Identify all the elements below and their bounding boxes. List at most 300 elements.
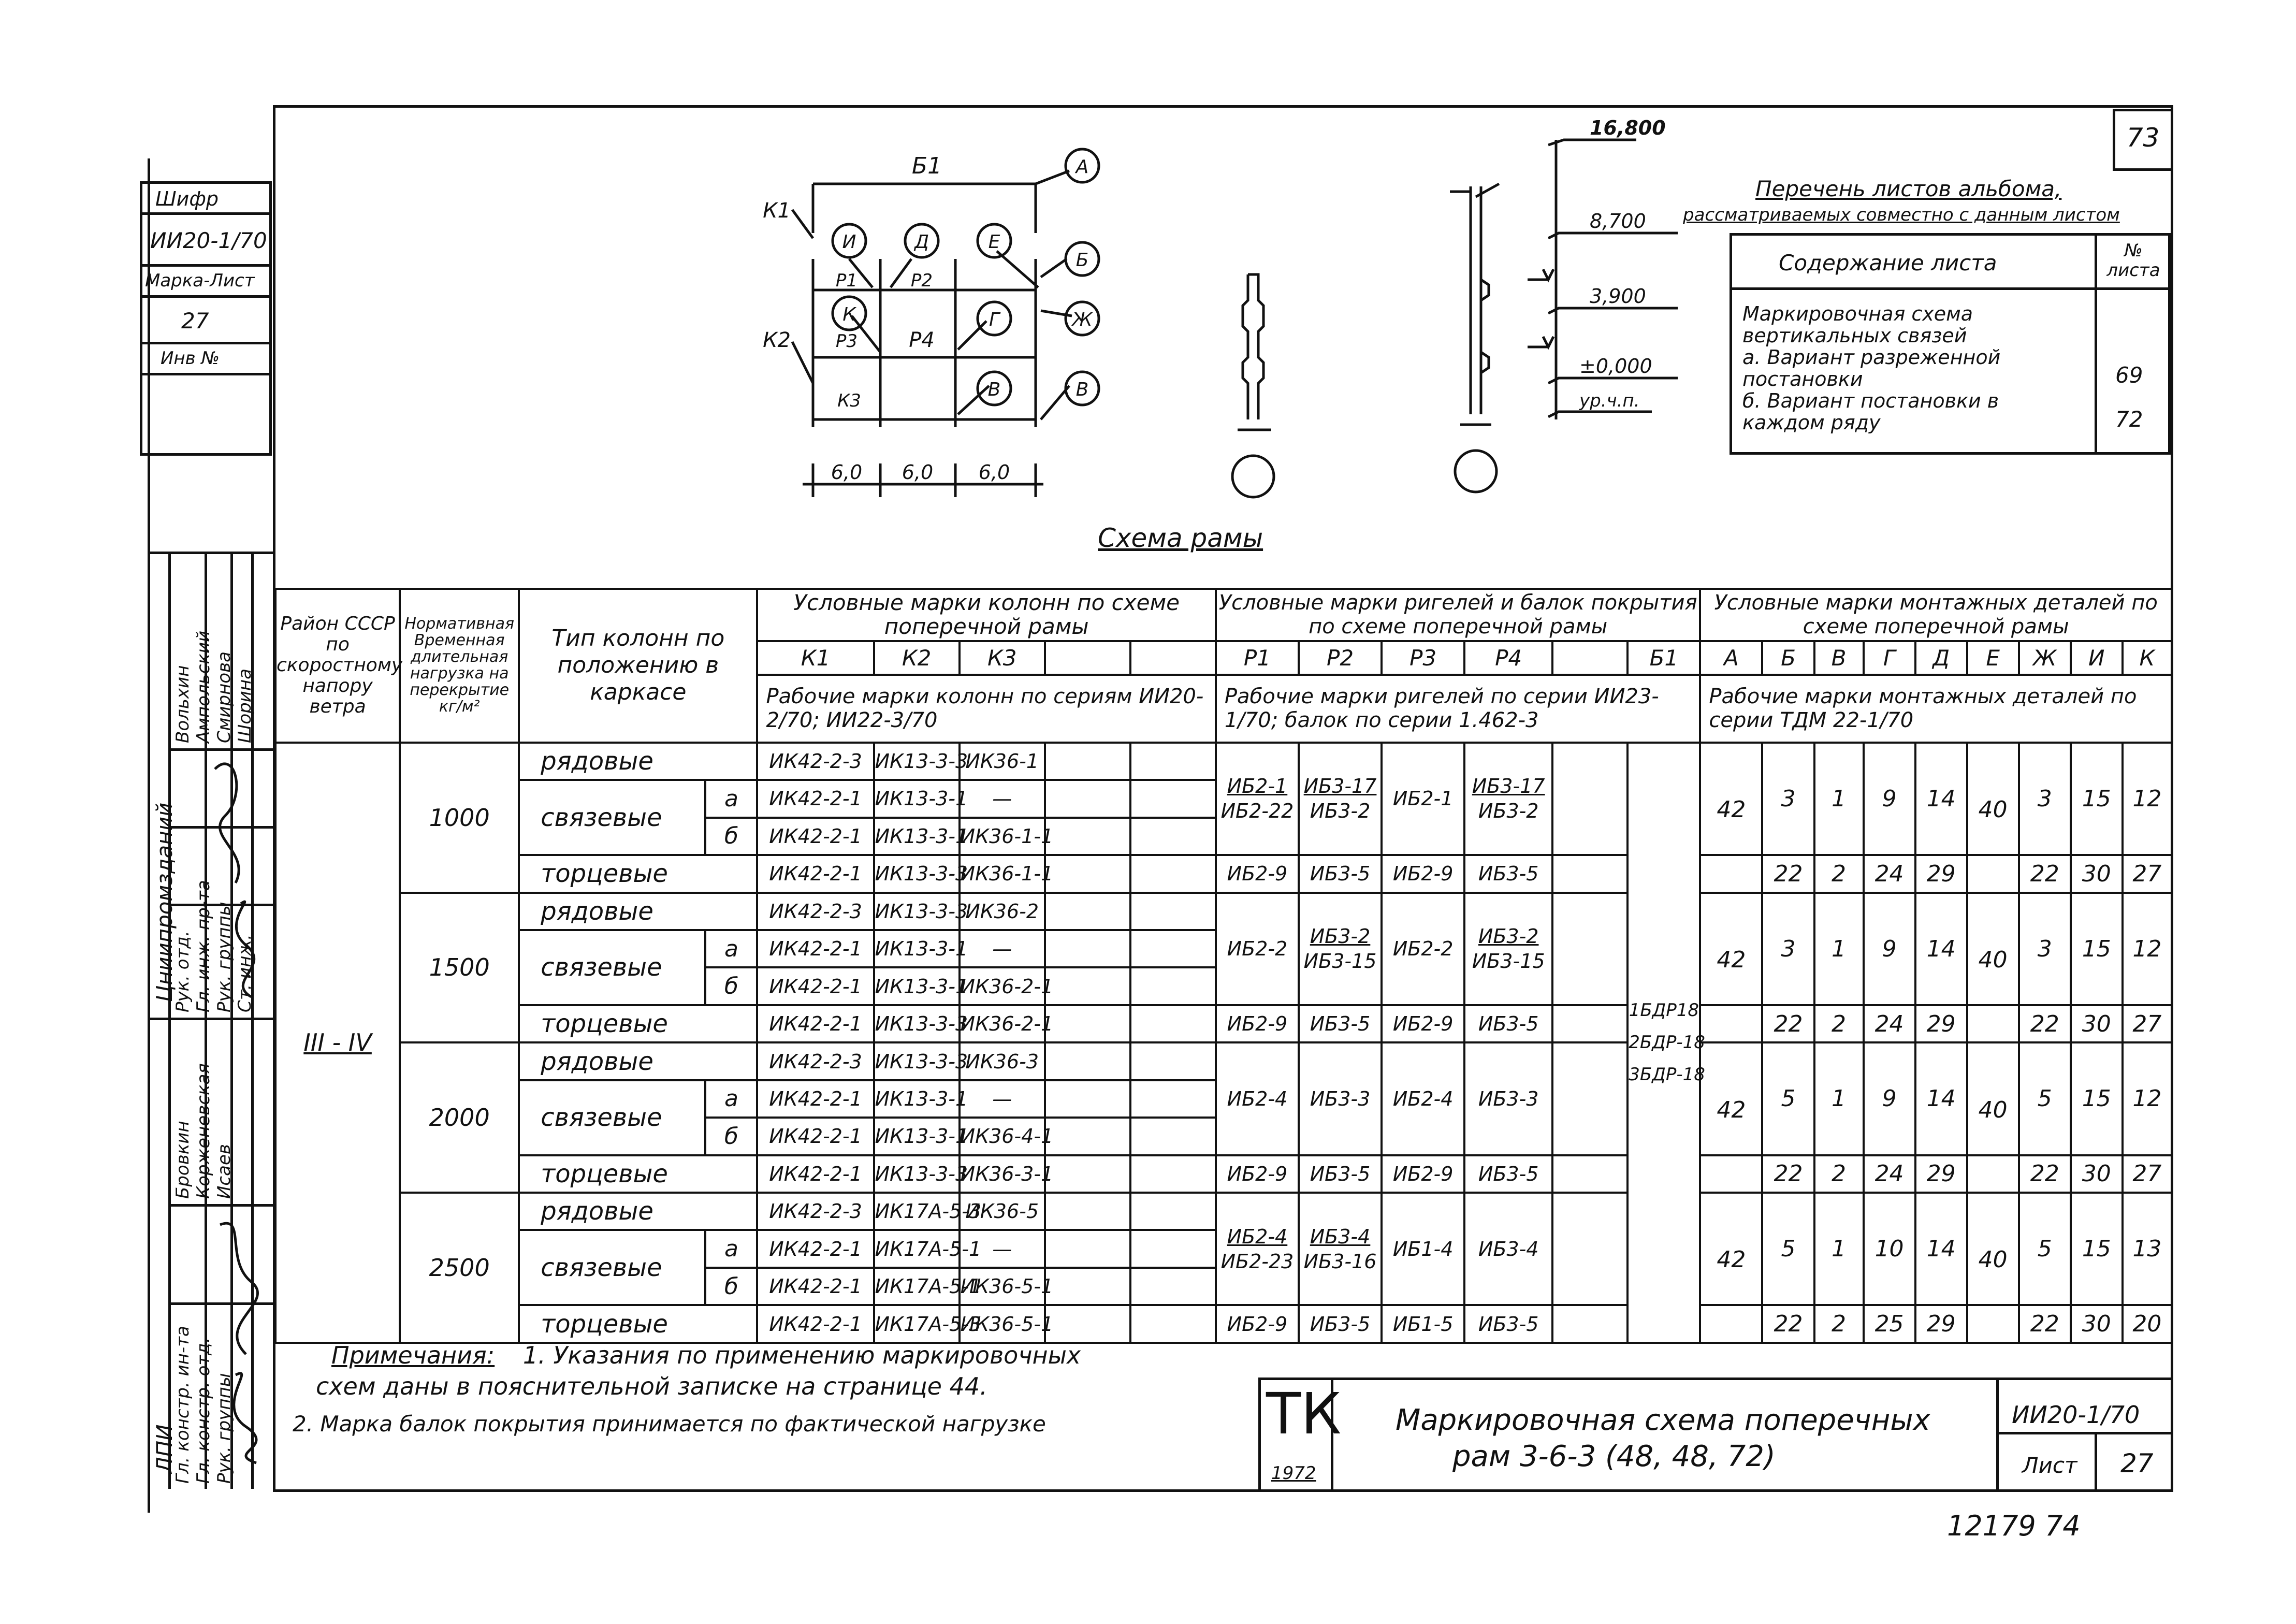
bottom-note: 12179 74 [1947,1510,2081,1542]
girder-mark: ИБ3-5 [1299,855,1382,892]
girder-mark: ИБ2-9 [1216,1155,1299,1193]
table-cell [1552,1193,1627,1305]
notes-label: Примечания: [331,1341,495,1369]
column-mark: ИК42-2-1 [757,780,874,817]
girder-mark-line: ИБ2-2 [1392,937,1454,961]
load-value: 1000 [400,743,519,893]
girder-mark-line: ИБ3-15 [1303,950,1377,973]
title-line-2: рам 3-6-3 (48, 48, 72) [1452,1440,1776,1473]
logo-year: 1972 [1271,1463,1316,1484]
table-cell [1045,1230,1130,1267]
elevation-marks [1548,117,1693,445]
header-girder-col: Р1 [1216,641,1299,675]
sheet-number-top: 73 [2126,123,2160,153]
header-empty [1045,641,1130,675]
detail-mark: 1 [1814,743,1864,855]
role-3: Рук. группы [214,902,235,1012]
detail-mark [1967,855,2019,892]
girder-mark [1464,743,1552,855]
detail-mark: 40 [1967,893,2019,1005]
detail-mark: 15 [2071,893,2123,1005]
album-row-1: Маркировочная схема вертикальных связей [1742,302,1973,347]
album-col-sheet: № листа [2106,240,2160,281]
header-columns-series: Рабочие марки колонн по сериям ИИ20-2/70; ИИ22-3/70 [757,675,1215,743]
girder-mark-line: ИБ3-16 [1303,1250,1377,1273]
scheme-title: Схема рамы [1098,523,1263,553]
detail-mark: 12 [2123,743,2172,855]
girder-mark-line: ИБ2-4 [1392,1087,1454,1110]
detail-mark: 22 [1762,1155,1814,1193]
type-tie: связевые [519,1230,705,1305]
girder-mark: ИБ1-5 [1382,1305,1464,1343]
girder-mark [1299,1193,1382,1305]
girder-mark [1216,893,1299,1005]
column-mark: ИК36-3-1 [960,1155,1045,1193]
table-cell [1130,1305,1216,1343]
table-row [275,589,2172,641]
girder-mark-line: ИБ2-2 [1227,937,1288,961]
table-cell [1552,1305,1627,1343]
table-cell [1045,780,1130,817]
girder-mark-line: ИБ3-17 [1303,775,1377,798]
type-row: рядовые [519,743,757,780]
detail-mark: 12 [2123,893,2172,1005]
elev-3900: 3,900 [1590,285,1646,308]
name-3: Смирнова [214,651,235,743]
load-value: 2000 [400,1042,519,1193]
detail-mark [1700,1155,1762,1193]
detail-mark: 5 [1762,1042,1814,1155]
detail-mark: 22 [1762,1305,1814,1343]
album-row-3: б. Вариант постановки в каждом ряду [1742,389,1999,434]
mark-sheet-value: 27 [181,308,209,334]
album-row-2-sheet: 69 [2115,363,2143,388]
column-profile-2 [1440,124,1543,508]
sheet-label: Лист [2022,1453,2077,1478]
column-mark: ИК36-5-1 [960,1268,1045,1305]
elev-8700: 8,700 [1590,210,1646,233]
header-k2: К2 [874,641,960,675]
table-cell [1552,855,1627,892]
header-girders-group: Условные марки ригелей и балок покрытия по схеме поперечной рамы [1216,589,1700,641]
table-cell [1130,1118,1216,1155]
girder-mark-line: ИБ3-3 [1478,1087,1539,1110]
subtype-b: б [705,818,757,855]
girder-mark [1299,893,1382,1005]
col-k2-label: К2 [763,328,791,352]
column-mark: ИК42-2-1 [757,930,874,967]
column-mark: ИК17А-5-1 [874,1268,960,1305]
detail-mark: 14 [1915,893,1967,1005]
subtype-b: б [705,1268,757,1305]
table-cell [1045,1118,1130,1155]
cipher-label: Шифр [155,187,219,210]
sheet-number: 27 [2120,1448,2154,1478]
girder-mark: ИБ2-9 [1382,1005,1464,1042]
type-end: торцевые [519,855,757,892]
table-cell [1045,1305,1130,1343]
beam-label: Б1 [911,153,942,179]
cipher-value: ИИ20-1/70 [150,228,267,253]
drawing-code: ИИ20-1/70 [2012,1401,2140,1429]
notes [331,1341,1081,1369]
column-mark: ИК36-1-1 [960,855,1045,892]
detail-mark: 42 [1700,743,1762,855]
header-detail-col: Б [1762,641,1814,675]
column-mark: ИК36-1 [960,743,1045,780]
detail-mark: 13 [2123,1193,2172,1305]
detail-mark: 22 [1762,855,1814,892]
table-cell [1045,743,1130,780]
detail-mark: 1 [1814,1042,1864,1155]
subtype-b: б [705,1118,757,1155]
girder-mark [1382,1042,1464,1155]
table-cell [1045,930,1130,967]
detail-mark: 14 [1915,1042,1967,1155]
girder-mark-line: ИБ2-4 [1227,1225,1288,1248]
table-cell [1130,780,1216,817]
girder-mark [1382,893,1464,1005]
header-detail-col: А [1700,641,1762,675]
header-load: Нормативная Временная длительная нагрузка на перекрытие кг/м² [400,589,519,743]
girder-mark [1216,743,1299,855]
table-cell [1552,1042,1627,1155]
type-row: рядовые [519,1042,757,1080]
detail-mark: 15 [2071,1193,2123,1305]
detail-mark: 12 [2123,1042,2172,1155]
column-mark: ИК42-2-1 [757,1305,874,1343]
detail-mark: 29 [1915,855,1967,892]
bubble-v: В [1076,379,1089,400]
detail-mark: 2 [1814,855,1864,892]
region-value: III - IV [275,743,400,1343]
bubble-i: И [842,231,856,253]
table-row [275,1193,2172,1230]
column-mark: ИК13-3-3 [874,1155,960,1193]
subtype-a: а [705,780,757,817]
column-mark: ИК36-1-1 [960,818,1045,855]
elev-floor: ур.ч.п. [1579,390,1640,411]
role-1: Рук. отд. [172,931,193,1012]
header-empty [1130,641,1216,675]
name-1: Вольхин [172,665,193,743]
album-row-2: а. Вариант разреженной постановки [1742,346,2001,390]
detail-mark: 25 [1864,1305,1915,1343]
detail-mark: 3 [2019,893,2071,1005]
col-k3-label: К3 [837,390,861,411]
detail-mark: 29 [1915,1305,1967,1343]
column-mark: ИК13-3-1 [874,930,960,967]
b1-mark: 3БДР-18 [1629,1064,1705,1085]
detail-mark: 22 [2019,1155,2071,1193]
girder-mark: ИБ3-5 [1299,1305,1382,1343]
column-mark: ИК42-2-1 [757,967,874,1005]
column-mark: ИК42-2-1 [757,1080,874,1118]
detail-mark: 9 [1864,893,1915,1005]
column-mark: ИК42-2-1 [757,1230,874,1267]
table-cell [1130,893,1216,930]
column-mark: — [960,1080,1045,1118]
table-cell [1045,1155,1130,1193]
role-6: Гл. констр. отд. [193,1337,214,1484]
type-end: торцевые [519,1155,757,1193]
bubble-d: Д [914,231,929,253]
detail-mark: 2 [1814,1005,1864,1042]
detail-mark [1700,1305,1762,1343]
detail-mark: 5 [2019,1042,2071,1155]
column-mark: ИК36-2-1 [960,967,1045,1005]
table-cell [1045,1193,1130,1230]
detail-mark: 3 [1762,743,1814,855]
girder-mark-line: ИБ3-2 [1310,925,1371,948]
subtype-b: б [705,967,757,1005]
girder-mark: ИБ2-9 [1216,1305,1299,1343]
role-2: Гл. инж. пр-та [193,880,214,1012]
detail-mark: 14 [1915,1193,1967,1305]
table-cell [1130,1193,1216,1230]
marking-table [274,588,2173,1344]
column-mark: ИК42-2-1 [757,818,874,855]
table-cell [1130,1230,1216,1267]
column-mark: ИК17А-5-3 [874,1193,960,1230]
detail-mark: 5 [1762,1193,1814,1305]
type-tie: связевые [519,930,705,1005]
girder-mark: ИБ3-5 [1299,1005,1382,1042]
bay-3: 6,0 [978,461,1010,484]
header-girder-col [1552,641,1627,675]
column-mark: ИК36-4-1 [960,1118,1045,1155]
detail-mark: 3 [2019,743,2071,855]
table-row [275,855,2172,892]
header-detail-col: Д [1915,641,1967,675]
girder-mark: ИБ3-5 [1464,1155,1552,1193]
left-signature-stamp [148,552,273,1489]
table-cell [1552,1155,1627,1193]
column-mark: ИК13-3-3 [874,1042,960,1080]
girder-mark [1382,743,1464,855]
girder-mark-line: ИБ2-1 [1227,775,1288,798]
type-tie: связевые [519,780,705,855]
detail-mark: 10 [1864,1193,1915,1305]
org-name-2: ЛПИ [152,1424,177,1473]
detail-mark: 27 [2123,1005,2172,1042]
column-mark: ИК17А-5-1 [874,1230,960,1267]
girder-r2: Р2 [910,270,933,291]
column-mark: ИК13-3-3 [874,893,960,930]
album-list-title: Перечень листов альбома, [1755,176,2062,201]
detail-mark: 30 [2071,855,2123,892]
header-girders-series: Рабочие марки ригелей по серии ИИ23-1/70; балок по серии 1.462-3 [1216,675,1700,743]
role-7: Рук. группы [214,1373,235,1484]
column-mark: ИК17А-5-3 [874,1305,960,1343]
load-value: 2500 [400,1193,519,1343]
table-cell [1130,855,1216,892]
note-1a: 1. Указания по применению маркировочных [522,1341,1081,1369]
bubble-v2: В [987,379,1001,400]
col-k1-label: К1 [763,199,791,223]
header-details-series: Рабочие марки монтажных деталей по серии ТДМ 22-1/70 [1700,675,2172,743]
title-line-1: Маркировочная схема поперечных [1396,1403,1930,1437]
detail-mark: 40 [1967,1042,2019,1155]
girder-mark: ИБ3-5 [1299,1155,1382,1193]
detail-mark: 30 [2071,1005,2123,1042]
name-5: Бровкин [172,1121,193,1199]
column-mark: ИК42-2-3 [757,1193,874,1230]
name-2: Ампольский [193,630,214,743]
detail-mark: 30 [2071,1155,2123,1193]
column-mark: ИК42-2-3 [757,1042,874,1080]
column-mark: ИК42-2-3 [757,893,874,930]
detail-mark: 24 [1864,1155,1915,1193]
detail-mark: 22 [1762,1005,1814,1042]
org-name-1: Цниипромзданий [152,802,177,1002]
girder-mark [1299,743,1382,855]
bay-2: 6,0 [902,461,934,484]
girder-r1: Р1 [835,270,858,291]
table-cell [1130,1005,1216,1042]
subtype-a: а [705,1080,757,1118]
detail-mark [1967,1155,2019,1193]
detail-mark: 22 [2019,1005,2071,1042]
detail-mark: 40 [1967,743,2019,855]
role-5: Гл. констр. ин-та [172,1326,193,1484]
detail-mark: 40 [1967,1193,2019,1305]
type-end: торцевые [519,1305,757,1343]
title-block [1258,1378,2171,1489]
signatures-upper [205,748,273,1007]
detail-mark: 15 [2071,743,2123,855]
girder-mark-line: ИБ2-22 [1220,800,1294,823]
detail-mark: 22 [2019,855,2071,892]
table-cell [1045,1080,1130,1118]
column-mark: ИК42-2-1 [757,1155,874,1193]
column-mark: — [960,930,1045,967]
header-detail-col: Ж [2019,641,2071,675]
girder-mark-line: ИБ3-2 [1310,800,1371,823]
girder-mark-line: ИБ3-15 [1472,950,1545,973]
detail-mark: 30 [2071,1305,2123,1343]
detail-mark: 3 [1762,893,1814,1005]
table-cell [1130,818,1216,855]
bubble-g: Г [989,309,1000,330]
detail-mark: 15 [2071,1042,2123,1155]
table-row [275,743,2172,780]
bubble-zh: Ж [1072,309,1093,330]
table-cell [1045,1268,1130,1305]
detail-mark: 29 [1915,1005,1967,1042]
table-row [275,1305,2172,1343]
table-cell [1552,893,1627,1005]
detail-mark: 2 [1814,1305,1864,1343]
table-cell [1045,818,1130,855]
detail-mark: 24 [1864,855,1915,892]
header-girder-col: Р2 [1299,641,1382,675]
side-stamp [140,181,273,461]
girder-mark-line: ИБ2-4 [1227,1087,1288,1110]
name-7: Исаев [214,1144,235,1199]
bubble-a: А [1076,156,1089,178]
detail-mark: 27 [2123,1155,2172,1193]
header-girder-col: Р4 [1464,641,1552,675]
column-mark: ИК42-2-3 [757,743,874,780]
bay-1: 6,0 [831,461,863,484]
album-row-3-sheet: 72 [2115,407,2143,432]
table-cell [1130,930,1216,967]
girder-mark: ИБ3-5 [1464,1305,1552,1343]
header-detail-col: К [2123,641,2172,675]
detail-mark: 42 [1700,1193,1762,1305]
table-cell [1552,743,1627,855]
subtype-a: а [705,930,757,967]
type-row: рядовые [519,893,757,930]
load-value: 1500 [400,893,519,1043]
column-mark: ИК13-3-1 [874,967,960,1005]
girder-mark-line: ИБ3-2 [1478,925,1539,948]
column-mark: ИК13-3-3 [874,743,960,780]
bubble-b: Б [1076,250,1089,271]
album-col-content: Содержание листа [1779,250,1997,276]
girder-mark-line: ИБ3-3 [1310,1087,1371,1110]
note-2: 2. Марка балок покрытия принимается по фактической нагрузке [293,1411,1046,1437]
table-row [275,1155,2172,1193]
table-cell [1130,967,1216,1005]
table-cell [1130,743,1216,780]
table-row [275,1005,2172,1042]
table-cell [1045,855,1130,892]
girder-mark-line: ИБ2-23 [1220,1250,1294,1273]
column-mark: ИК36-2 [960,893,1045,930]
detail-mark [1967,1005,2019,1042]
column-mark: ИК13-3-1 [874,1118,960,1155]
girder-mark: ИБ2-9 [1216,1005,1299,1042]
subtype-a: а [705,1230,757,1267]
header-detail-col: Г [1864,641,1915,675]
detail-mark: 9 [1864,743,1915,855]
inventory-label: Инв № [161,348,220,369]
table-row [275,893,2172,930]
girder-mark: ИБ2-9 [1216,855,1299,892]
tk-logo: ТК [1266,1381,1342,1447]
girder-mark [1382,1193,1464,1305]
girder-mark: ИБ3-5 [1464,855,1552,892]
table-cell [1045,1005,1130,1042]
column-mark: ИК42-2-1 [757,1118,874,1155]
girder-mark-line: ИБ3-4 [1310,1225,1371,1248]
header-girder-col: Р3 [1382,641,1464,675]
elev-0000: ±0,000 [1579,355,1652,378]
album-list-subtitle: рассматриваемых совместно с данным листом [1683,205,2120,225]
girder-mark-line: ИБ3-4 [1478,1237,1539,1260]
header-region: Район СССР по скоростному напору ветра [275,589,400,743]
table-cell [1130,1155,1216,1193]
name-6: Корженевская [193,1063,214,1199]
header-detail-col: И [2071,641,2123,675]
role-4: Ст. инж. [235,934,255,1012]
mark-sheet-label: Марка-Лист [145,270,255,291]
girder-mark [1464,1193,1552,1305]
column-mark: — [960,780,1045,817]
column-mark: ИК13-3-1 [874,1080,960,1118]
b1-mark: 1БДР18 [1629,1000,1699,1021]
column-mark: ИК42-2-1 [757,855,874,892]
header-girder-col: Б1 [1627,641,1700,675]
table-cell [1045,1042,1130,1080]
column-mark: ИК13-3-3 [874,1005,960,1042]
girder-mark: ИБ2-9 [1382,1155,1464,1193]
detail-mark: 5 [2019,1193,2071,1305]
column-mark: ИК13-3-1 [874,818,960,855]
detail-mark: 27 [2123,855,2172,892]
